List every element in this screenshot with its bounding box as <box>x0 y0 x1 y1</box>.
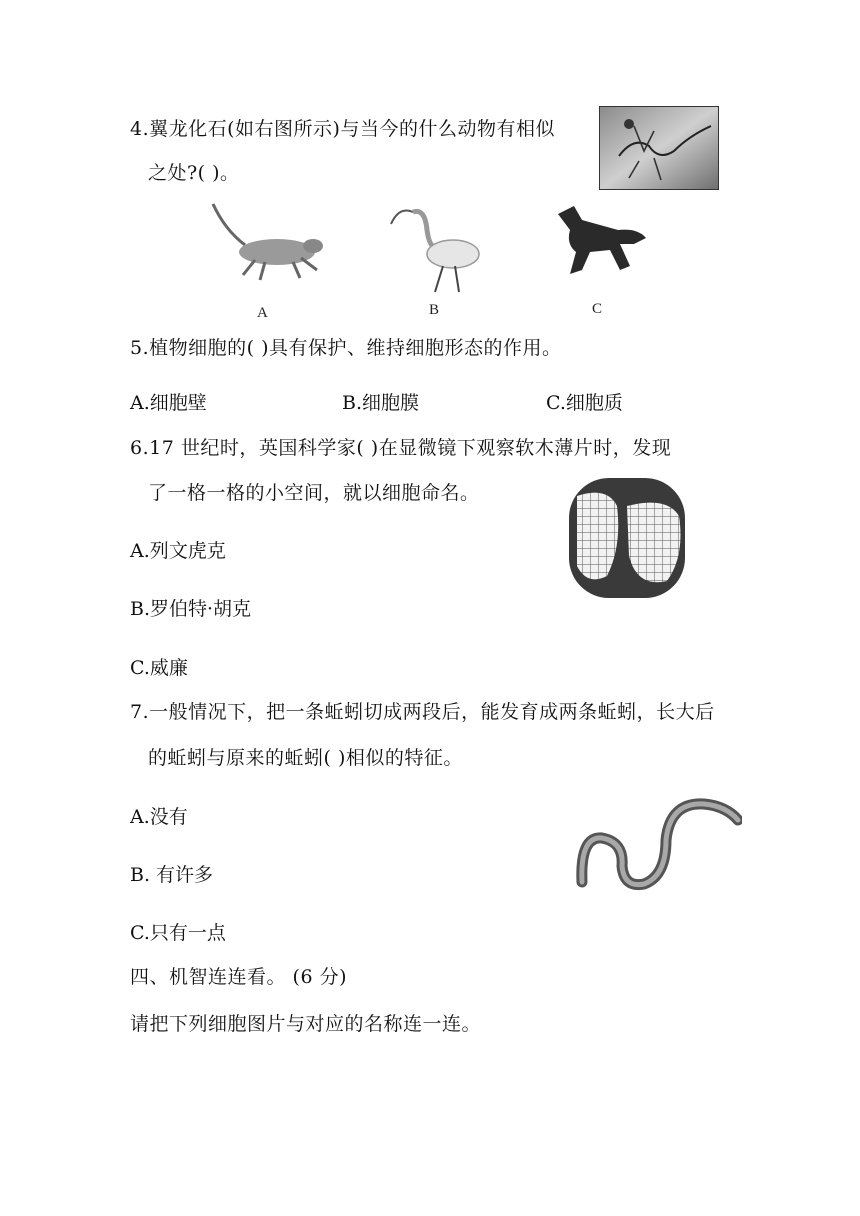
q5-option-b: B.细胞膜 <box>342 392 420 414</box>
lizard-image <box>205 200 325 300</box>
fossil-image <box>599 106 719 190</box>
q6-option-a: A.列文虎克 <box>130 540 226 562</box>
option-b-label: B <box>429 302 440 318</box>
option-a-label: A <box>257 305 268 321</box>
q6-line1: 6.17 世纪时，英国科学家( )在显微镜下观察软木薄片时，发现 <box>130 437 672 459</box>
q6-line2: 了一格一格的小空间，就以细胞命名。 <box>148 482 480 504</box>
q7-option-c: C.只有一点 <box>130 922 226 944</box>
horse-image <box>540 200 650 290</box>
egret-image <box>383 200 483 300</box>
section4-heading: 四、机智连连看。 (6 分) <box>130 966 347 988</box>
q7-option-b: B. 有许多 <box>130 864 214 886</box>
q7-line1: 7.一般情况下，把一条蚯蚓切成两段后，能发育成两条蚯蚓，长大后 <box>130 701 715 723</box>
q4-line2: 之处?( )。 <box>148 162 240 184</box>
section4-instruction: 请把下列细胞图片与对应的名称连一连。 <box>130 1013 482 1035</box>
option-c-label: C <box>592 301 603 317</box>
q7-line2: 的蚯蚓与原来的蚯蚓( )相似的特征。 <box>148 747 463 769</box>
q6-option-c: C.威廉 <box>130 657 188 679</box>
q6-option-b: B.罗伯特·胡克 <box>130 598 252 620</box>
q5-stem: 5.植物细胞的( )具有保护、维持细胞形态的作用。 <box>130 337 562 359</box>
cork-cell-image <box>567 476 687 600</box>
q5-option-c: C.细胞质 <box>546 392 623 414</box>
q4-line1: 4.翼龙化石(如右图所示)与当今的什么动物有相似 <box>130 118 555 140</box>
q7-option-a: A.没有 <box>130 806 188 828</box>
earthworm-image <box>574 796 742 892</box>
q5-option-a: A.细胞壁 <box>130 392 207 414</box>
